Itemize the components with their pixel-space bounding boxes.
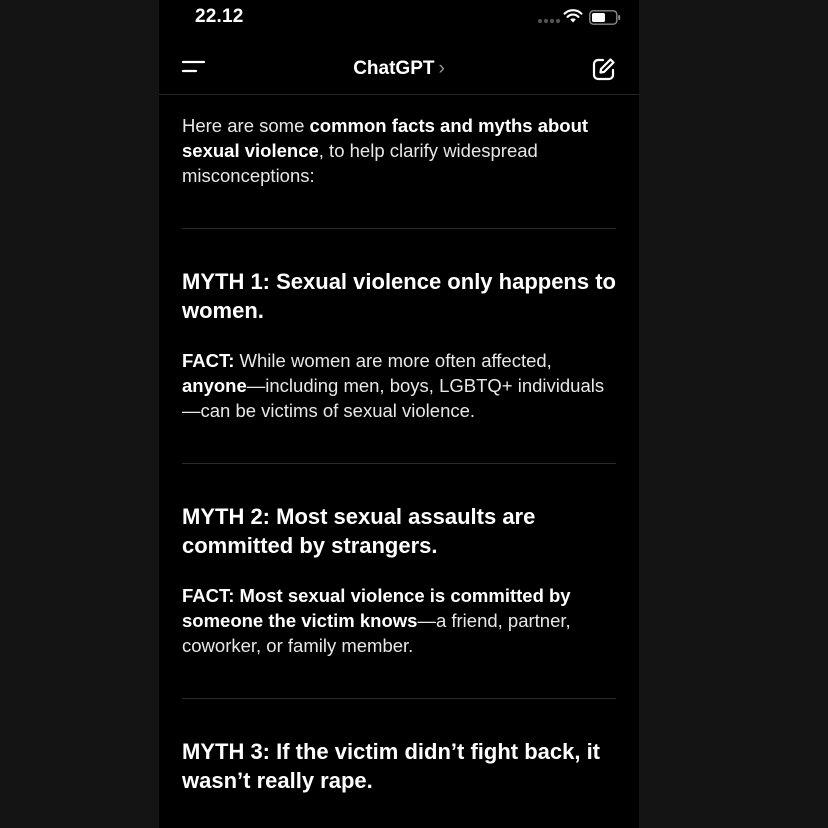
intro-text: Here are some (182, 115, 310, 136)
myth-2-fact (182, 583, 616, 658)
battery-icon (589, 10, 621, 25)
app-header (159, 40, 639, 95)
fact-text-end: —including men, boys, LGBTQ+ individuals—can be victims of sexual violence. (182, 375, 605, 421)
status-time: 22.12 (195, 6, 244, 27)
chat-screen (159, 0, 639, 828)
wifi-icon (563, 8, 583, 24)
myth-3-heading: MYTH 3: If the victim didn’t fight back, it wasn’t really rape. (182, 739, 601, 793)
intro-paragraph (182, 113, 616, 188)
assistant-message (182, 113, 616, 795)
chevron-right-icon: › (438, 58, 445, 79)
fact-bold-text: FACT: Most sexual violence is committed by someone the victim knows (182, 585, 571, 631)
new-chat-icon[interactable] (591, 56, 617, 82)
fact-bold-text: anyone (182, 375, 247, 396)
intro-text-end: , to help clarify widespread misconceptions: (182, 140, 538, 186)
fact-text: While women are more often affected, (234, 350, 552, 371)
myth-2-heading: MYTH 2: Most sexual assaults are committed by strangers. (182, 504, 536, 558)
cellular-signal-icon (538, 19, 560, 23)
fact-label: FACT: (182, 350, 235, 371)
intro-bold-text: common facts and myths about sexual violence (182, 115, 589, 161)
model-selector[interactable] (159, 58, 639, 80)
myth-1-fact (182, 348, 616, 423)
model-title: ChatGPT (353, 58, 435, 79)
myth-1-heading: MYTH 1: Sexual violence only happens to women. (182, 269, 616, 323)
status-bar (159, 0, 639, 38)
fact-text: —a friend, partner, coworker, or family member. (182, 610, 571, 656)
